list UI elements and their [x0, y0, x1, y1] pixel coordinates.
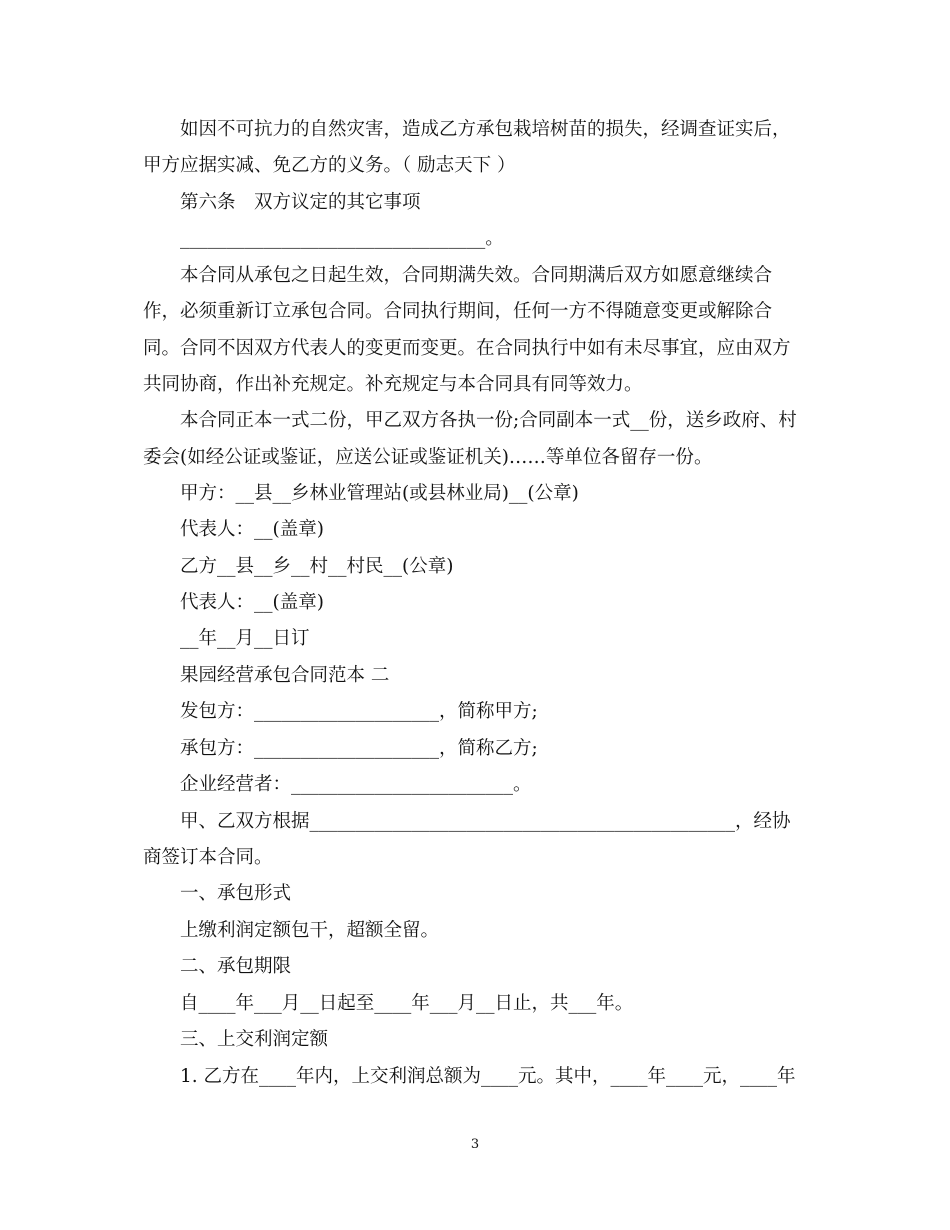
contractor-line: 承包方：____________________，简称乙方;: [180, 738, 538, 759]
text-line: 自____年___月__日起至____年___月__日止，共___年。: [180, 993, 634, 1014]
party-a-signature-line: 甲方：__县__乡林业管理站(或县林业局)__(公章): [180, 483, 579, 504]
text-line: 本合同正本一式二份，甲乙双方各执一份;合同副本一式__份，送乡政府、村: [180, 410, 797, 431]
operator-line: 企业经营者：________________________。: [180, 774, 532, 795]
section-heading: 二、承包期限: [180, 956, 292, 977]
section-heading: 一、承包形式: [180, 883, 292, 904]
page-number: 3: [470, 1137, 480, 1152]
text-line: 共同协商，作出补充规定。补充规定与本合同具有同等效力。: [143, 374, 643, 395]
blank-fill-line: _________________________________。: [180, 228, 504, 249]
party-b-signature-line: 乙方__县__乡__村__村民__(公章): [180, 556, 454, 577]
text-line: 同。合同不因双方代表人的变更而变更。在合同执行中如有未尽事宜，应由双方: [143, 338, 791, 359]
text-line: 上缴利润定额包干，超额全留。: [180, 920, 440, 941]
text-line: 如因不可抗力的自然灾害，造成乙方承包栽培树苗的损失，经调查证实后，: [180, 119, 791, 140]
representative-line: 代表人：__(盖章): [180, 592, 324, 613]
employer-line: 发包方：____________________，简称甲方;: [180, 701, 538, 722]
section-heading: 三、上交利润定额: [180, 1029, 329, 1050]
text-line: 商签订本合同。: [143, 847, 273, 868]
text-line: 委会(如经公证或鉴证，应送公证或鉴证机关)……等单位各留存一份。: [143, 447, 713, 468]
text-line: 作，必须重新订立承包合同。合同执行期间，任何一方不得随意变更或解除合: [143, 301, 773, 322]
date-line: __年__月__日订: [180, 628, 310, 649]
text-line: 1. 乙方在____年内，上交利润总额为____元。其中，____年____元，____年: [180, 1066, 796, 1087]
section-heading: 第六条 双方议定的其它事项: [180, 192, 421, 213]
text-line: 本合同从承包之日起生效，合同期满失效。合同期满后双方如愿意继续合: [180, 265, 773, 286]
contract-title: 果园经营承包合同范本 二: [180, 665, 390, 686]
text-line: 甲、乙双方根据______________________________________________，经协: [180, 811, 791, 832]
representative-line: 代表人：__(盖章): [180, 519, 324, 540]
text-line: 甲方应据实减、免乙方的义务。（ 励志天下 ）: [143, 155, 516, 176]
